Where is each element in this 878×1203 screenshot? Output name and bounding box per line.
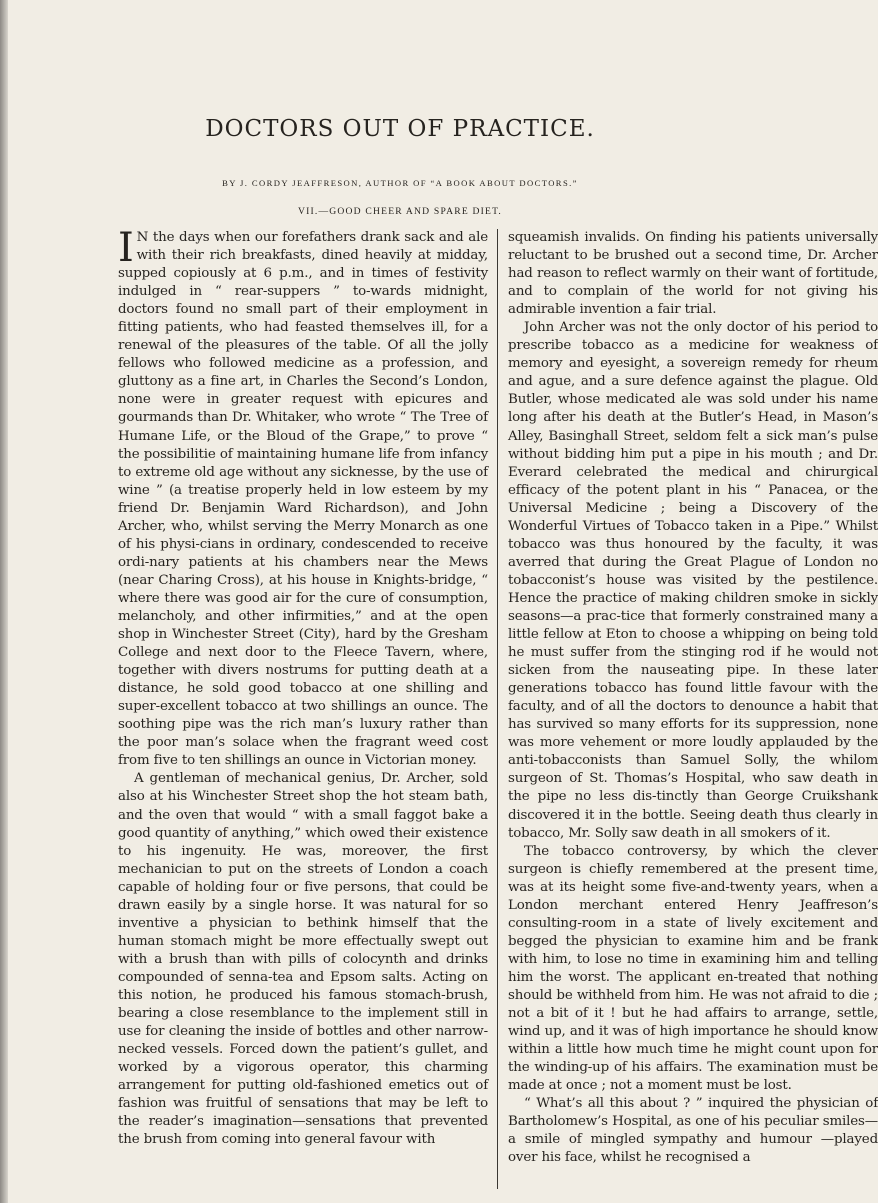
left-column [118,225,488,1194]
paragraph-3: squeamish invalids. On finding his patients universally reluctant to be brushed out a second time, Dr. Archer had reason to reflect warmly on their want of fortitude, and to complain of the world for not giving his admirable invention a fair trial. [508,230,878,318]
article-title: DOCTORS OUT OF PRACTICE. [205,116,595,142]
paragraph-6: “ What’s all this about ? ” inquired the physician of Bartholomew’s Hospital, as one of his peculiar smiles—a smile of mingled sympathy and humour —played over his face, whilst he recognised a [508,1096,878,1166]
paragraph-4: John Archer was not the only doctor of his period to prescribe tobacco as a medicine for weakness of memory and eyesight, a sovereign remedy for rheum and ague, and a sure defence against the plague. Old Butler, whose medicated ale was sold under his name long after his death at the Butler’s Head, in Mason’s Alley, Basinghall Street, seldom felt a sick man’s pulse without bidding him put a pipe in his mouth ; and Dr. Everard celebrated the medical and chirurgical efficacy of the potent plant in his “ Panacea, or the Universal Medicine ; being a Discovery of the Wonderful Virtues of Tobacco taken in a Pipe.” Whilst tobacco was thus honoured by the faculty, it was averred that during the Great Plague of London no tobacconist’s house was visited by the pestilence. Hence the practice of making children smoke in sickly seasons—a prac-tice that formerly constrained many a little fellow at Eton to choose a whipping on being told he must suffer from the stinging rod if he would not sicken from the nauseating pipe. In these later generations tobacco has found little favour with the faculty, and of all the doctors to denounce a habit that has survived so many efforts for its suppression, none was more vehement or more loudly applauded by the anti-tobacconists than Samuel Solly, the whilom surgeon of St. Thomas’s Hospital, who saw death in the pipe no less dis-tinctly than George Cruikshank discovered it in the bottle. Seeing death thus clearly in tobacco, Mr. Solly saw death in all smokers of it. [508,320,878,841]
paragraph-1-text: N the days when our forefathers drank sack and ale with their rich breakfasts, dined heavily at midday, supped copiously at 6 p.m., and in times of festivity indulged in “ rear-suppers ” to-wards midnight, doctors found no small part of their employment in fitting patients, who had feasted themselves ill, for a renewal of the pleasures of the table. Of all the jolly fellows who followed medicine as a profession, and gluttony as a fine art, in Charles the Second’s London, none were in greater request with epicures and gourmands than Dr. Whitaker, who wrote “ The Tree of Humane Life, or the Bloud of the Grape,” to prove “ the possibilitie of maintaining humane life from infancy to extreme old age without any sicknesse, by the use of wine ” (a treatise properly held in low esteem by my friend Dr. Benjamin Ward Richardson), and John Archer, who, whilst serving the Merry Monarch as one of his physi-cians in ordinary, condescended to receive ordi-nary patients at his chambers near the Mews (near Charing Cross), at his house in Knights-bridge, “ where there was good air for the cure of consumption, melancholy, and other infirmities,” and at the open shop in Winchester Street (City), hard by the Gresham College and next door to the Fleece Tavern, where, together with divers nostrums for putting death at a distance, he sold good tobacco at one shilling and super-excellent tobacco at two shillings an ounce. The soothing pipe was the rich man’s luxury rather than the poor man’s solace when the fragrant weed cost from five to ten shillings an ounce in Victorian money. [118,230,488,769]
drop-cap: I [118,225,134,271]
right-column [508,229,878,1194]
column-divider [497,229,498,1189]
paragraph-1 [118,225,488,770]
paragraph-2: A gentleman of mechanical genius, Dr. Archer, sold also at his Winchester Street shop the hot steam bath, and the oven that would “ with a small faggot bake a good quantity of anything,” which owed their existence to his ingenuity. He was, moreover, the first mechanician to put on the streets of London a coach capable of holding four or five persons, that could be drawn easily by a single horse. It was natural for so inventive a physician to bethink himself that the human stomach might be more effectually swept out with a brush than with pills of colocynth and drinks compounded of senna-tea and Epsom salts. Acting on this notion, he produced his famous stomach-brush, bearing a close resemblance to the implement still in use for cleaning the inside of bottles and other narrow-necked vessels. Forced down the patient’s gullet, and worked by a vigorous operator, this charming arrangement for putting old-fashioned emetics out of fashion was fruitful of sensations that may be left to the reader’s imagination—sensations that prevented the brush from coming into general favour with [118,771,488,1148]
article-byline: BY J. CORDY JEAFFRESON, AUTHOR OF “A BOOK ABOUT DOCTORS.” [222,178,578,188]
paragraph-5: The tobacco controversy, by which the clever surgeon is chiefly remembered at the present time, was at its height some five-and-twenty years, when a London merchant entered Henry Jeaffreson’s consulting-room in a state of lively excitement and begged the physician to examine him and be frank with him, to lose no time in examining him and telling him the worst. The applicant en-treated that nothing should be withheld from him. He was not afraid to die ; not a bit of it ! but he had affairs to arrange, settle, wind up, and it was of high importance he should know within a little how much time he might count upon for the winding-up of his affairs. The examination must be made at once ; not a moment must be lost. [508,843,878,1094]
chapter-heading: VII.—GOOD CHEER AND SPARE DIET. [297,206,503,217]
